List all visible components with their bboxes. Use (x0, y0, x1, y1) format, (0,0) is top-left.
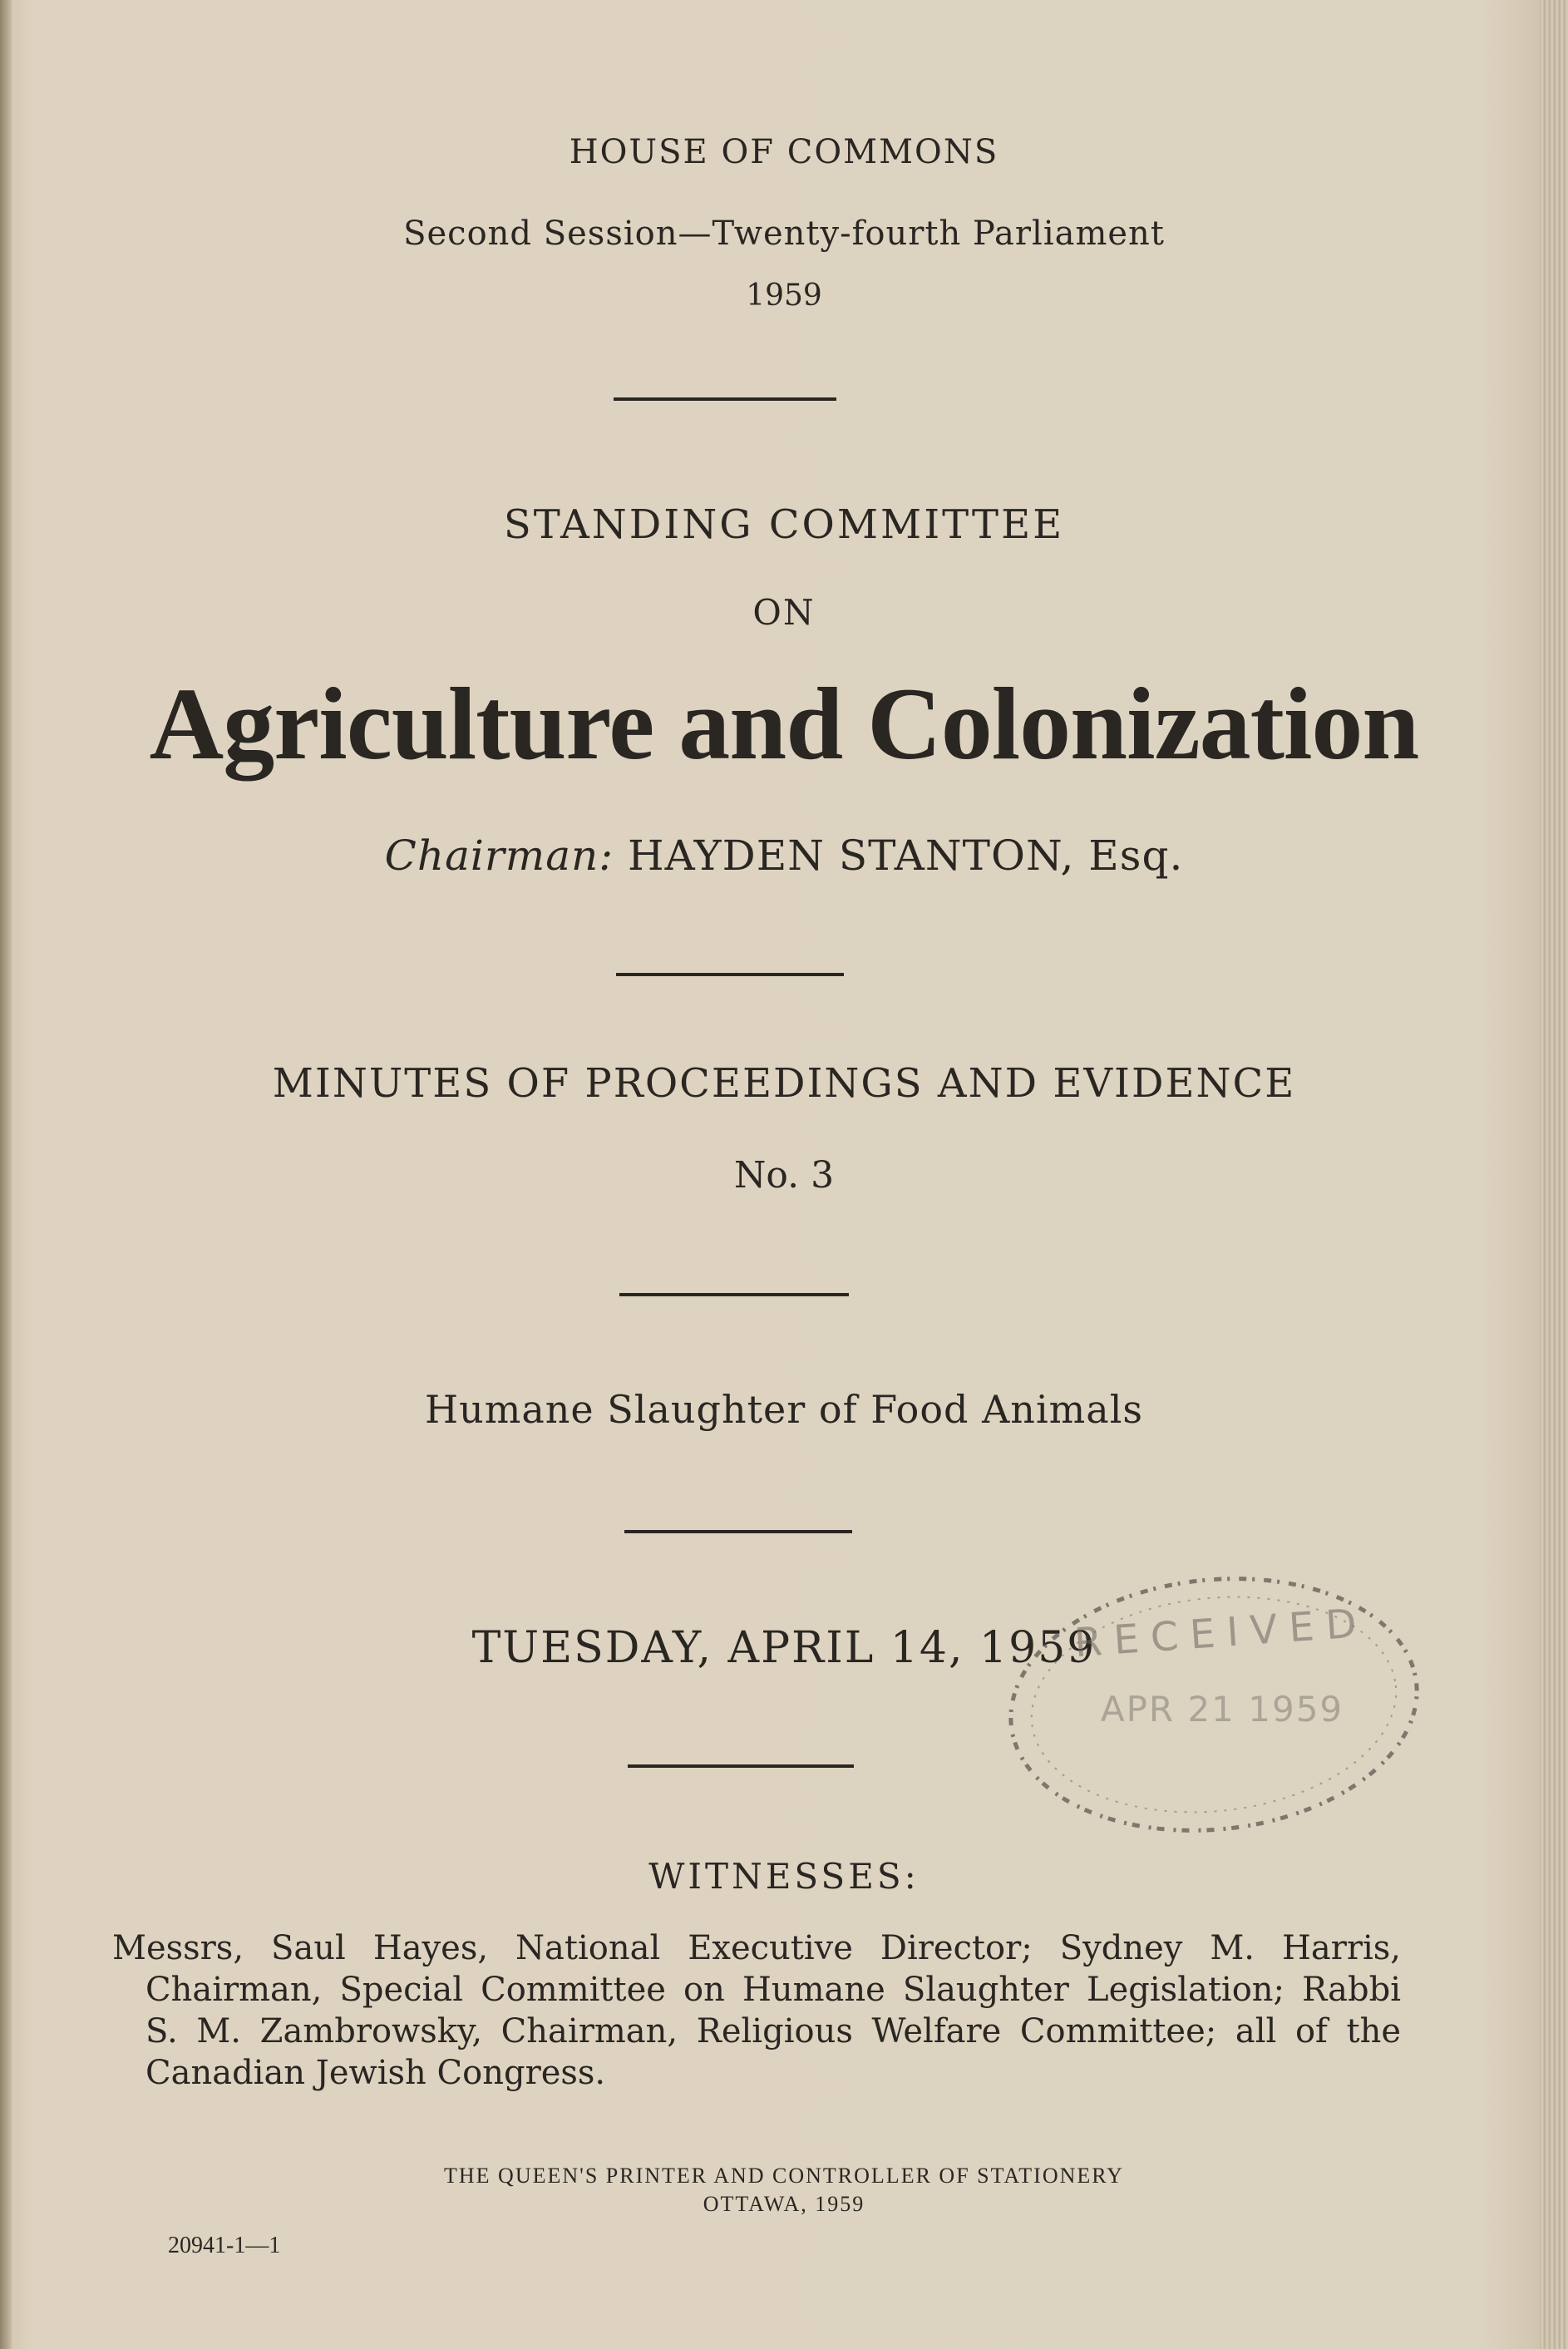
witness-line: Canadian Jewish Congress. (145, 2054, 606, 2092)
chairman-name: HAYDEN STANTON, Esq. (627, 832, 1184, 880)
printer-line: THE QUEEN'S PRINTER AND CONTROLLER OF STATIONERY (444, 2164, 1124, 2188)
divider-rule (619, 1293, 849, 1296)
minutes-heading: MINUTES OF PROCEEDINGS AND EVIDENCE (272, 1060, 1296, 1107)
chairman-line (0, 832, 1568, 880)
witnesses-list (112, 1927, 1401, 2094)
session-year: 1959 (746, 279, 822, 313)
session-line: Second Session—Twenty-fourth Parliament (403, 215, 1165, 253)
witness-line: S. M. Zambrowsky, Chairman, Religious Welfare Committee; all of the (145, 2012, 1401, 2050)
subject-title: Humane Slaughter of Food Animals (424, 1387, 1144, 1432)
divider-rule (628, 1764, 854, 1768)
divider-rule (614, 397, 836, 401)
chairman-label: Chairman: (384, 832, 614, 880)
witness-line: Chairman, Special Committee on Humane Slaughter Legislation; Rabbi (145, 1971, 1401, 2009)
issue-number: No. 3 (733, 1154, 835, 1197)
stamp-date: APR 21 1959 (1100, 1689, 1344, 1730)
committee-title: Agriculture and Colonization (149, 667, 1419, 781)
stamp-word: RECEIVED (1072, 1599, 1370, 1667)
committee-on: ON (752, 592, 816, 633)
divider-rule (616, 973, 844, 976)
witnesses-heading: WITNESSES: (648, 1856, 920, 1897)
committee-heading: STANDING COMMITTEE (503, 501, 1065, 548)
received-stamp (998, 1563, 1430, 1846)
house-heading: HOUSE OF COMMONS (569, 133, 999, 171)
meeting-date: TUESDAY, APRIL 14, 1959 (471, 1623, 1097, 1673)
document-code: 20941-1—1 (168, 2233, 281, 2258)
divider-rule (624, 1530, 852, 1533)
witness-line: Messrs, Saul Hayes, National Executive Director; Sydney M. Harris, (112, 1929, 1401, 1967)
printer-place: OTTAWA, 1959 (703, 2192, 865, 2216)
